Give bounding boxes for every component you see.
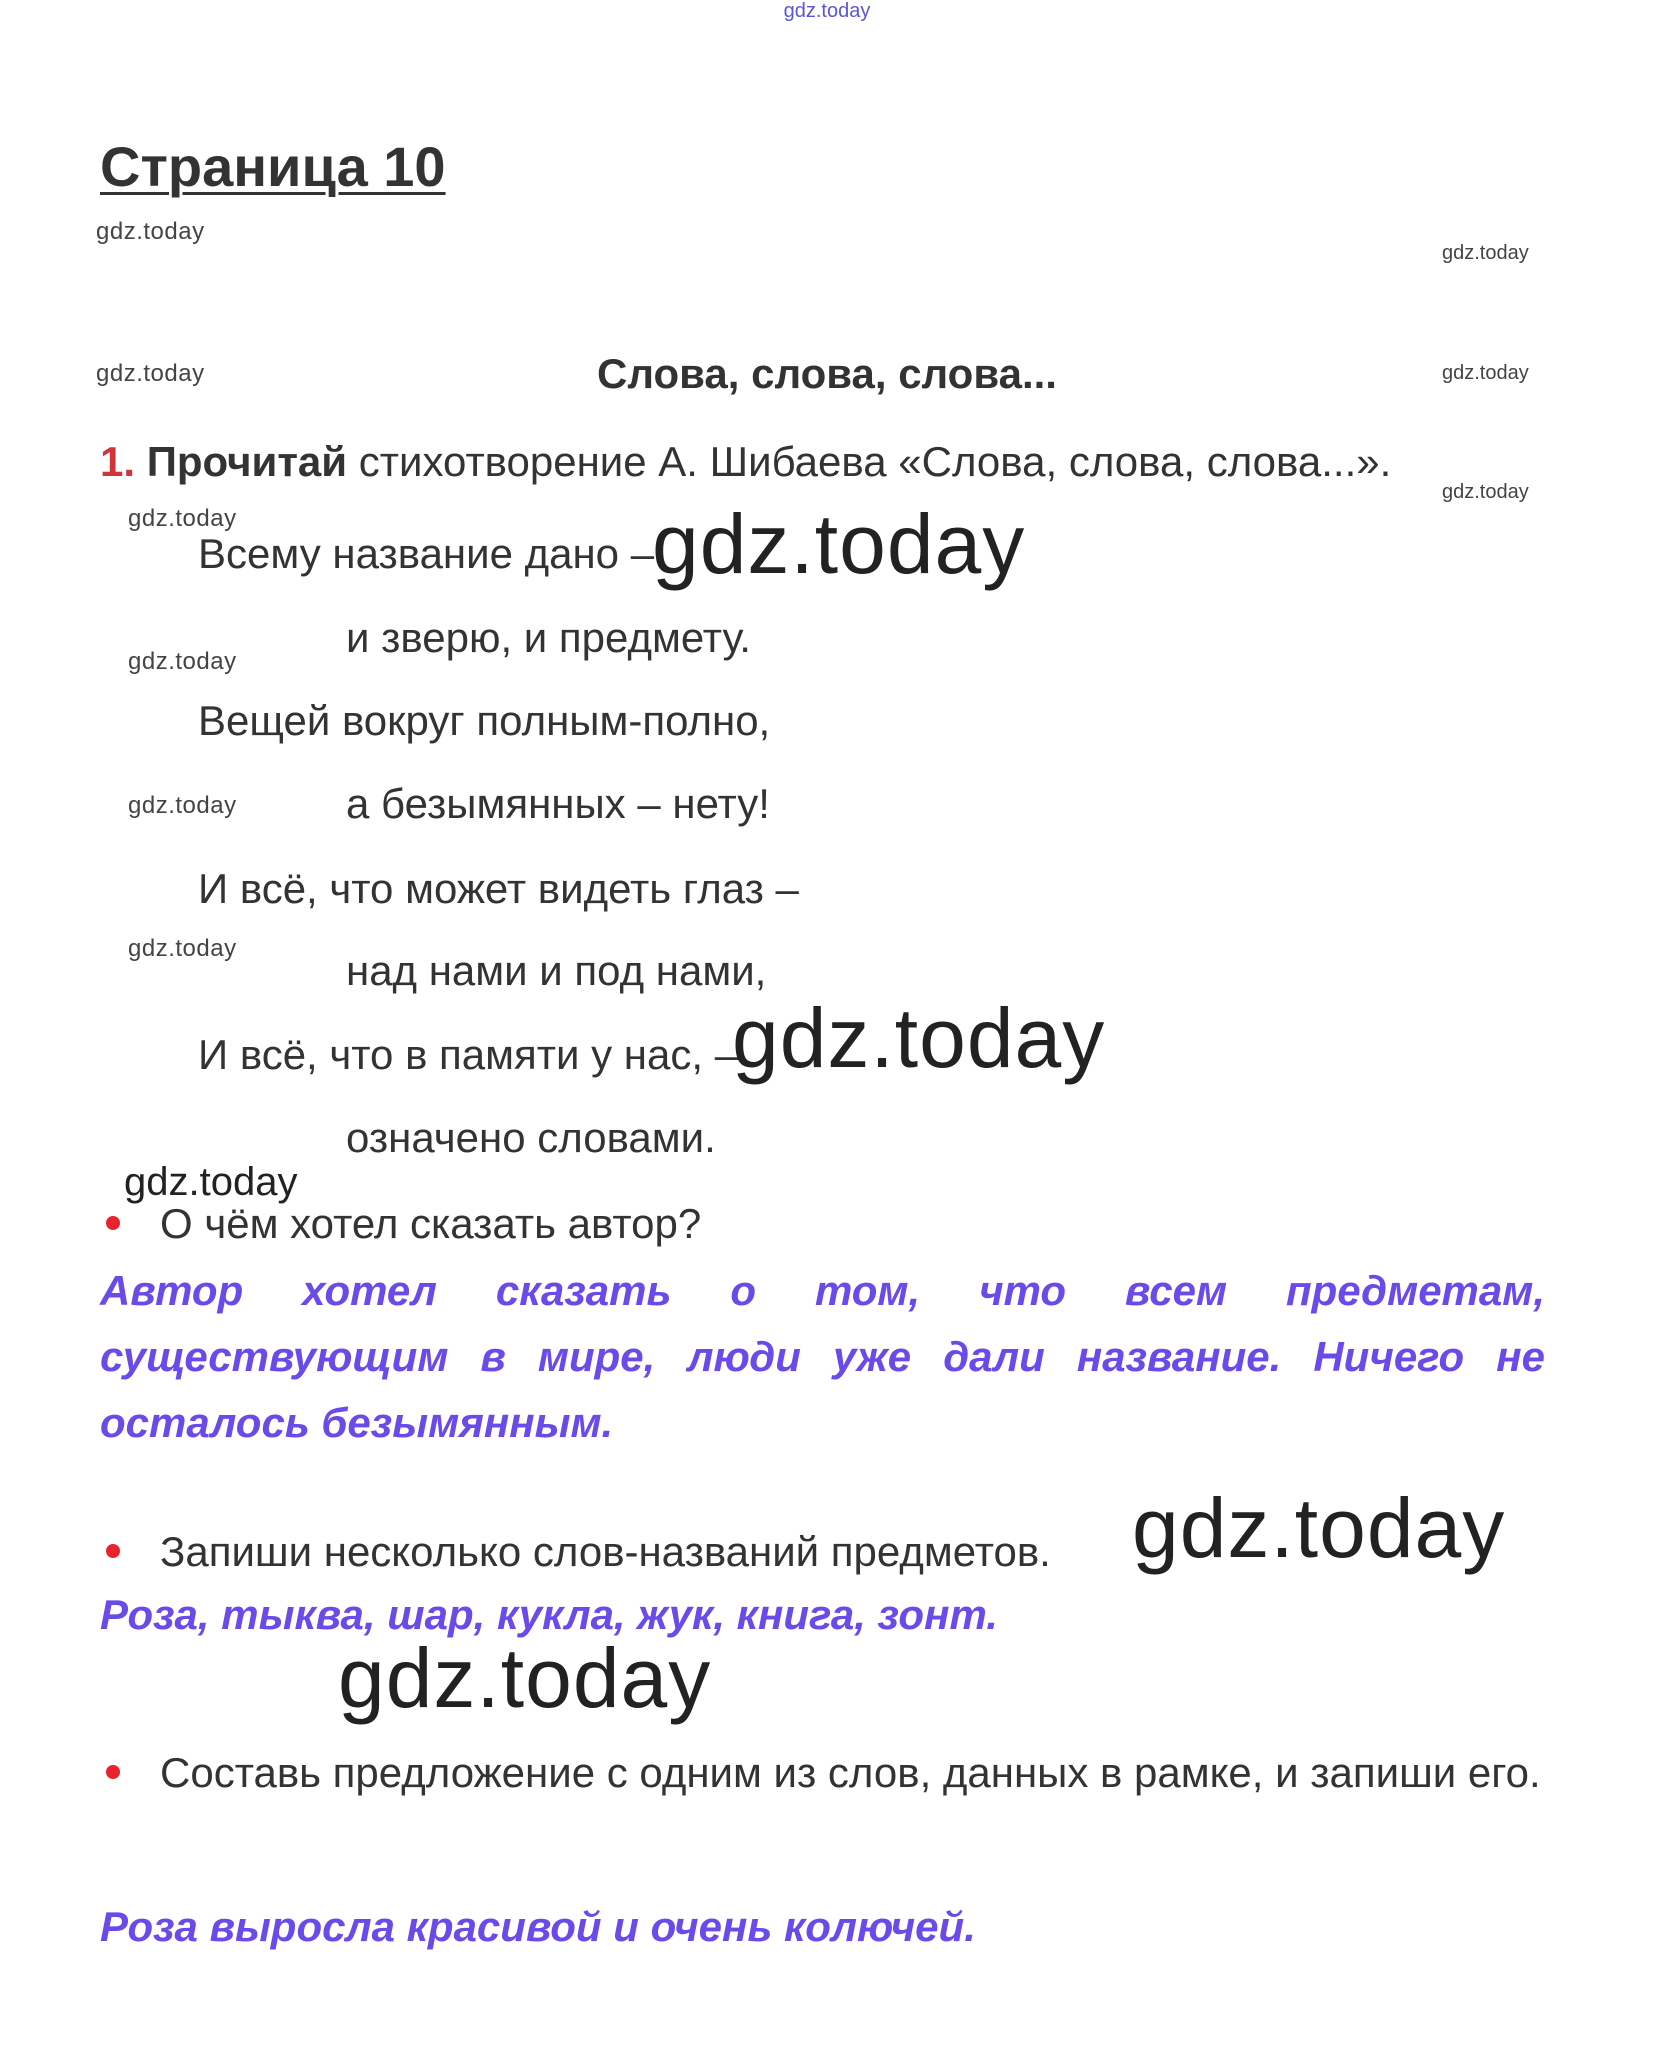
question-text: О чём хотел сказать автор? — [160, 1200, 702, 1247]
task-instruction — [100, 438, 1391, 486]
watermark: gdz.today — [128, 935, 237, 962]
question-text: Запиши несколько слов-названий предметов. — [160, 1528, 1051, 1575]
watermark: gdz.today — [128, 505, 237, 532]
bullet-icon — [106, 1765, 120, 1779]
bullet-icon — [106, 1216, 120, 1230]
task-verb: Прочитай — [146, 438, 348, 485]
poem-line: над нами и под нами, — [346, 947, 767, 994]
task-number: 1. — [100, 438, 136, 485]
poem-line: означено словами. — [346, 1114, 716, 1161]
poem-line: Всему название дано – — [198, 530, 655, 577]
watermark: gdz.today — [338, 1631, 712, 1725]
poem-line: Вещей вокруг полным-полно, — [198, 697, 771, 744]
watermark: gdz.today — [124, 1160, 298, 1204]
top-watermark: gdz.today — [783, 0, 871, 22]
watermark: gdz.today — [1442, 481, 1529, 503]
bullet-icon — [106, 1544, 120, 1558]
watermark: gdz.today — [652, 497, 1026, 591]
watermark: gdz.today — [96, 218, 205, 245]
watermark: gdz.today — [128, 792, 237, 819]
poem-line: и зверю, и предмету. — [346, 614, 751, 661]
question-line — [100, 1740, 1545, 1806]
answer-text: Роза, тыква, шар, кукла, жук, книга, зонт. — [100, 1591, 998, 1638]
section-title: Слова, слова, слова... — [597, 350, 1057, 397]
answer-text: Автор хотел сказать о том, что всем предметам, существующим в мире, люди уже дали название. Ничего не осталось безымянным. — [100, 1267, 1545, 1446]
task-text: стихотворение А. Шибаева «Слова, слова, слова...». — [347, 438, 1392, 485]
watermark: gdz.today — [1442, 242, 1529, 264]
poem-line: И всё, что может видеть глаз – — [198, 865, 799, 912]
watermark: gdz.today — [96, 360, 205, 387]
watermark: gdz.today — [732, 991, 1106, 1085]
question-line — [106, 1528, 1051, 1576]
page-title: Страница 10 — [100, 135, 446, 198]
poem-line: И всё, что в памяти у нас, – — [198, 1031, 739, 1078]
poem-line: а безымянных – нету! — [346, 780, 770, 827]
watermark: gdz.today — [1132, 1481, 1506, 1575]
watermark: gdz.today — [128, 648, 237, 675]
question-line — [106, 1200, 701, 1248]
question-text: Составь предложение с одним из слов, данных в рамке, и запиши его. — [160, 1749, 1541, 1796]
answer-text: Роза выросла красивой и очень колючей. — [100, 1903, 976, 1950]
watermark: gdz.today — [1442, 362, 1529, 384]
